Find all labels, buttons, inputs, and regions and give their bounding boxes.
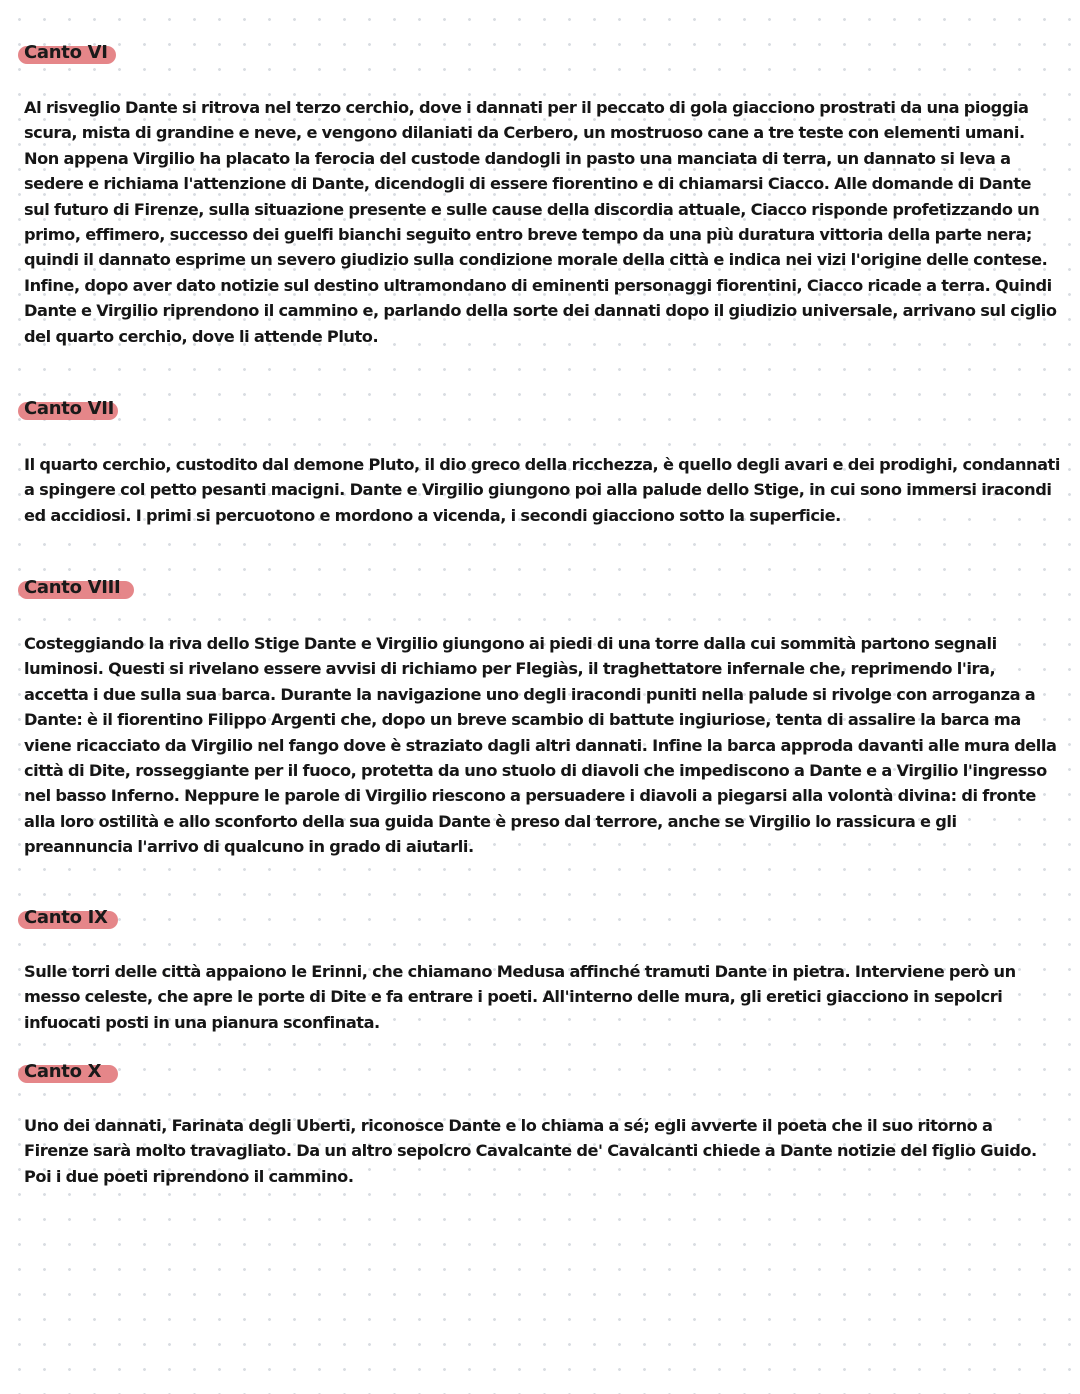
canto-summary: Uno dei dannati, Farinata degli Uberti, riconosce Dante e lo chiama a sé; egli avverte il poeta che il suo ritorno a Firenze sarà molto travagliato. Da un altro sepolcro Cavalcante de' Cavalcanti chiede a Dante notizie del figlio Guido. Poi i due poeti riprendono il cammino. bbox=[24, 1116, 1037, 1186]
canto-summary: Al risveglio Dante si ritrova nel terzo cerchio, dove i dannati per il peccato di gola giacciono prostrati da una pioggia scura, mista di grandine e neve, e vengono dilaniati da Cerbero, un mostruoso cane a tre teste con elementi umani. Non appena Virgilio ha placato la ferocia del custode dandogli in pasto una manciata di terra, un dannato si leva a sedere e richiama l'attenzione di Dante, dicendogli di essere fiorentino e di chiamarsi Ciacco. Alle domande di Dante sul futuro di Firenze, sulla situazione presente e sulle cause della discordia attuale, Ciacco risponde profetizzando un primo, effimero, successo dei guelfi bianchi seguito entro breve tempo da una più duratura vittoria della parte nera; quindi il dannato esprime un severo giudizio sulla condizione morale della città e indica nei vizi l'origine delle contese. Infine, dopo aver dato notizie sul destino ultramondano di eminenti personaggi fiorentini, Ciacco ricade a terra. Quindi Dante e Virgilio riprendono il cammino e, parlando della sorte dei dannati dopo il giudizio universale, arrivano sul ciglio del quarto cerchio, dove li attende Pluto. bbox=[24, 98, 1057, 346]
canto-title: Canto IX bbox=[24, 907, 108, 928]
canto-title: Canto VIII bbox=[24, 577, 121, 598]
canto-heading bbox=[18, 575, 120, 601]
canto-heading bbox=[18, 1059, 101, 1085]
canto-heading bbox=[18, 40, 108, 66]
canto-summary: Il quarto cerchio, custodito dal demone Pluto, il dio greco della ricchezza, è quello degli avari e dei prodighi, condannati a spingere col petto pesanti macigni. Dante e Virgilio giungono poi alla palude dello Stige, in cui sono immersi iracondi ed accidiosi. I primi si percuotono e mordono a vicenda, i secondi giacciono sotto la superficie. bbox=[24, 455, 1060, 525]
canto-heading bbox=[18, 396, 114, 422]
canto-summary: Sulle torri delle città appaiono le Erinni, che chiamano Medusa affinché tramuti Dante in pietra. Interviene però un messo celeste, che apre le porte di Dite e fa entrare i poeti. All'interno delle mura, gli eretici giacciono in sepolcri infuocati posti in una pianura sconfinata. bbox=[24, 962, 1016, 1032]
canto-summary: Costeggiando la riva dello Stige Dante e Virgilio giungono ai piedi di una torre dalla cui sommità partono segnali luminosi. Questi si rivelano essere avvisi di richiamo per Flegiàs, il traghettatore infernale che, reprimendo l'ira, accetta i due sulla sua barca. Durante la navigazione uno degli iracondi puniti nella palude si rivolge con arroganza a Dante: è il fiorentino Filippo Argenti che, dopo un breve scambio di battute ingiuriose, tenta di assalire la barca ma viene ricacciato da Virgilio nel fango dove è straziato dagli altri dannati. Infine la barca approda davanti alle mura della città di Dite, rosseggiante per il fuoco, protetta da uno stuolo di diavoli che impediscono a Dante e a Virgilio l'ingresso nel basso Inferno. Neppure le parole di Virgilio riescono a persuadere i diavoli a piegarsi alla volontà divina: di fronte alla loro ostilità e allo sconforto della sua guida Dante è preso dal terrore, anche se Virgilio lo rassicura e gli preannuncia l'arrivo di qualcuno in grado di aiutarli. bbox=[24, 634, 1057, 857]
canto-title: Canto X bbox=[24, 1061, 102, 1082]
canto-title: Canto VII bbox=[24, 398, 115, 419]
canto-title: Canto VI bbox=[24, 42, 108, 63]
canto-heading bbox=[18, 905, 108, 931]
